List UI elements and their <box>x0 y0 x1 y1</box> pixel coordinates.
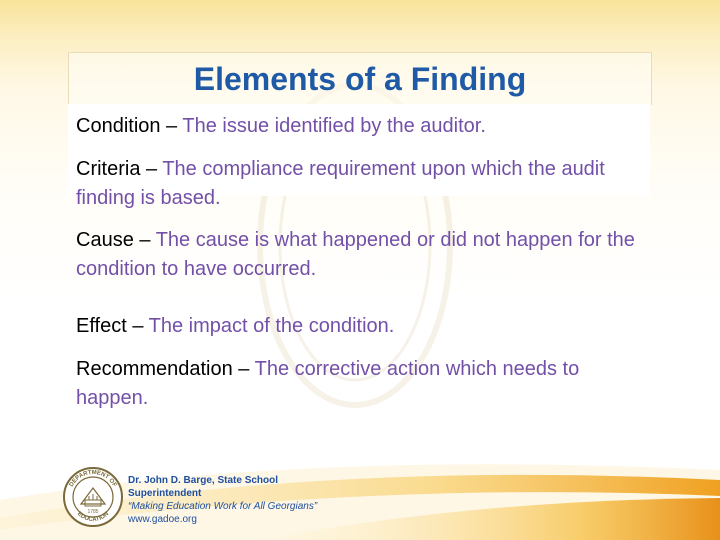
footer-name-line1: Dr. John D. Barge, State School <box>128 475 279 486</box>
item-term: Criteria – <box>76 158 163 180</box>
list-item-criteria <box>76 155 636 213</box>
seal-text-bottom: EDUCATION <box>75 511 111 524</box>
list-item-recommendation <box>76 355 636 413</box>
item-definition: The corrective action which needs to happen. <box>76 358 580 409</box>
title-bar <box>68 52 652 105</box>
item-definition: The issue identified by the auditor. <box>182 115 486 137</box>
footer-motto: “Making Education Work for All Georgians” <box>128 501 318 512</box>
item-definition: The impact of the condition. <box>148 315 395 337</box>
item-definition: The compliance requirement upon which the audit finding is based. <box>76 158 605 209</box>
list-item-cause <box>76 226 636 284</box>
item-term: Cause – <box>76 229 156 251</box>
list-item-condition <box>76 112 636 141</box>
georgia-department-of-education-seal-icon <box>62 466 124 528</box>
footer-attribution <box>128 474 388 526</box>
list-item-effect <box>76 312 636 341</box>
footer-url[interactable]: www.gadoe.org <box>128 514 197 525</box>
item-term: Condition – <box>76 115 183 137</box>
footer-name-line2: Superintendent <box>128 488 202 499</box>
item-term: Recommendation – <box>76 358 255 380</box>
seal-text-top: DEPARTMENT OF <box>68 469 118 489</box>
slide-title: Elements of a Finding <box>193 61 527 97</box>
seal-year: 1785 <box>87 509 99 515</box>
item-definition: The cause is what happened or did not happen for the condition to have occurred. <box>76 229 635 280</box>
item-term: Effect – <box>76 315 149 337</box>
